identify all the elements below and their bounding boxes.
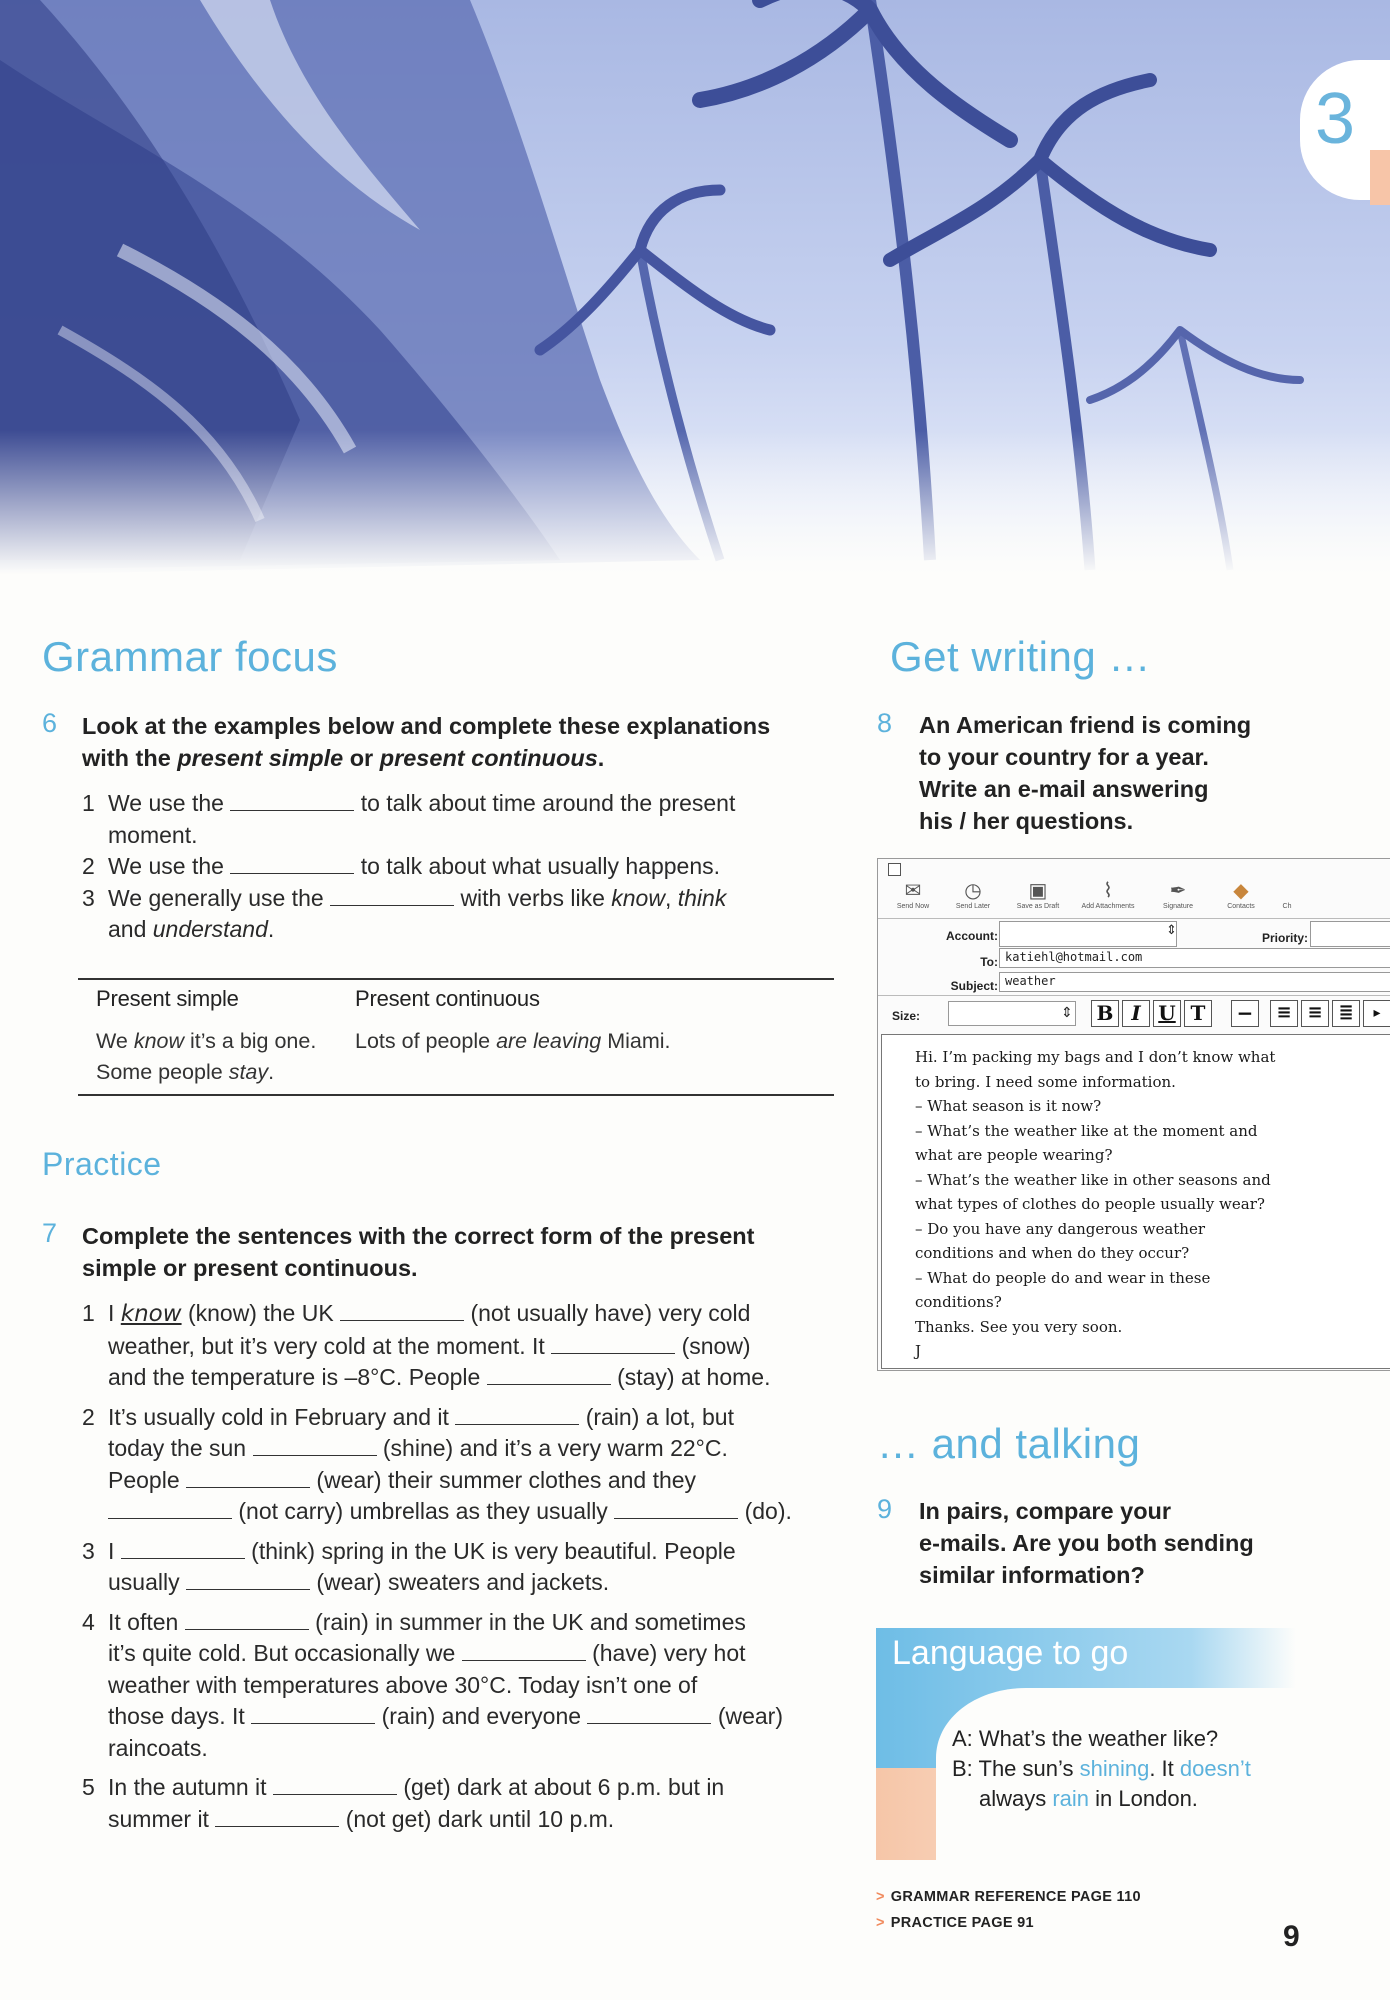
exercise-7-number: 7 xyxy=(42,1218,58,1248)
handwritten-answer: know xyxy=(120,1301,182,1327)
unit-tab-accent xyxy=(1370,150,1390,205)
list-item: 2 It’s usually cold in February and it (rain) a lot, but today the sun (shine) and it’s a very warm 22°C. People (wear) their summer clothes and they (not carry) umbrellas as they usually (do). xyxy=(82,1403,792,1524)
select-arrows-icon: ⇕ xyxy=(1166,922,1177,937)
list-item: 3 We generally use the with verbs like know, think and understand. xyxy=(82,884,727,942)
subject-field[interactable]: weather xyxy=(999,972,1390,992)
exercise-6-items xyxy=(82,788,842,946)
unit-number: 3 xyxy=(1314,79,1356,159)
size-select[interactable] xyxy=(948,1001,1076,1026)
answer-blank[interactable] xyxy=(108,1499,232,1519)
palm-trees-photo xyxy=(0,0,1390,575)
list-item: 1 I know (know) the UK (not usually have) very cold weather, but it’s very cold at the moment. It (snow) and the temperature is –8°C. People (stay) at home. xyxy=(82,1300,771,1390)
answer-blank[interactable] xyxy=(215,1807,339,1827)
exercise-8-number: 8 xyxy=(877,708,893,738)
underline-button[interactable]: U xyxy=(1153,1000,1181,1027)
answer-blank[interactable] xyxy=(614,1499,738,1519)
grammar-focus-title: Grammar focus xyxy=(42,633,338,680)
minus-button[interactable]: − xyxy=(1231,1000,1259,1027)
answer-blank[interactable] xyxy=(340,1301,464,1321)
size-arrows-icon: ⇕ xyxy=(1061,1004,1073,1020)
to-field[interactable]: katiehl@hotmail.com xyxy=(999,948,1390,968)
save-draft-button[interactable]: ▣ Save as Draft xyxy=(1008,879,1068,910)
and-talking-title: … and talking xyxy=(877,1420,1141,1467)
exercise-6-number: 6 xyxy=(42,708,58,738)
language-to-go-box xyxy=(876,1628,1296,1860)
exercise-6-instruction: Look at the examples below and complete these explanations with the present simple or present continuous. xyxy=(82,713,771,771)
list-item: 1 We use the to talk about time around the present moment. xyxy=(82,790,736,848)
exercise-8-instruction: An American friend is coming to your country for a year. Write an e-mail answering his / her questions. xyxy=(919,712,1252,834)
paperclip-icon: ⌇ xyxy=(1103,880,1113,902)
priority-select[interactable] xyxy=(1310,921,1390,947)
present-continuous-column xyxy=(355,986,671,1057)
column-header: Present simple xyxy=(96,986,239,1011)
exercise-9-number: 9 xyxy=(877,1494,893,1524)
email-toolbar xyxy=(878,879,1390,919)
answer-blank[interactable] xyxy=(462,1641,586,1661)
check-names-button[interactable]: Ch xyxy=(1282,903,1292,910)
list-item: 5 In the autumn it (get) dark at about 6 p.m. but in summer it (not get) dark until 10 p.m. xyxy=(82,1774,725,1832)
answer-blank[interactable] xyxy=(186,1570,310,1590)
tense-examples-table xyxy=(78,978,834,1084)
answer-blank[interactable] xyxy=(330,886,454,906)
list-item: 4 It often (rain) in summer in the UK and sometimes it’s quite cold. But occasionally we (have) very hot weather with temperatures above 30°C. Today isn’t one of those days. It (rain) and everyone (wear) raincoats. xyxy=(82,1608,783,1761)
contacts-button[interactable]: ◆ Contacts xyxy=(1211,879,1271,910)
exercise-9-instruction: In pairs, compare your e-mails. Are you both sending similar information? xyxy=(919,1498,1254,1588)
answer-blank[interactable] xyxy=(455,1405,579,1425)
send-icon: ✉ xyxy=(904,880,922,902)
arrow-icon: > xyxy=(876,1889,885,1905)
exercise-7-items xyxy=(82,1298,852,1835)
present-simple-column xyxy=(96,986,316,1088)
email-window xyxy=(877,858,1390,1371)
add-attachments-button[interactable]: ⌇ Add Attachments xyxy=(1078,879,1138,910)
align-center-icon[interactable]: ≡ xyxy=(1301,1000,1329,1027)
answer-blank[interactable] xyxy=(121,1539,245,1559)
send-now-button[interactable]: ✉ Send Now xyxy=(883,879,943,910)
dialogue-line-a: A: What’s the weather like? xyxy=(952,1726,1219,1751)
email-body[interactable]: Hi. I’m packing my bags and I don’t know what to bring. I need some information. – What season is it now? – What’s the weather like at the moment and what are people wearing? – What’s the weather like in other seasons and what types of clothes do people usually wear? – Do you have any dangerous weather conditions and when do they occur? – What do people do and wear in these conditions? Thanks. See you very soon. J xyxy=(881,1034,1390,1369)
page-number: 9 xyxy=(1283,1920,1300,1953)
subject-label: Subject: xyxy=(950,979,998,993)
exercise-7-instruction: Complete the sentences with the correct form of the present simple or present continuous. xyxy=(82,1223,755,1281)
align-left-icon[interactable]: ≡ xyxy=(1270,1000,1298,1027)
answer-blank[interactable] xyxy=(273,1775,397,1795)
send-later-button[interactable]: ◷ Send Later xyxy=(943,879,1003,910)
get-writing-title: Get writing … xyxy=(890,633,1151,680)
arrow-icon: > xyxy=(876,1915,885,1931)
bold-button[interactable]: B xyxy=(1091,1000,1119,1027)
indent-icon[interactable]: ▸ xyxy=(1363,1000,1390,1027)
example-sentence: Lots of people are leaving Miami. xyxy=(355,1029,671,1053)
align-right-icon[interactable]: ≣ xyxy=(1332,1000,1360,1027)
example-sentence: We know it’s a big one. xyxy=(96,1029,317,1053)
account-label: Account: xyxy=(946,929,998,943)
to-label: To: xyxy=(980,955,998,969)
practice-page-link[interactable]: > PRACTICE PAGE 91 xyxy=(876,1915,1034,1931)
answer-blank[interactable] xyxy=(230,791,354,811)
disk-icon: ▣ xyxy=(1028,880,1048,902)
answer-blank[interactable] xyxy=(551,1334,675,1354)
priority-label: Priority: xyxy=(1261,931,1308,945)
column-header: Present continuous xyxy=(355,986,540,1011)
answer-blank[interactable] xyxy=(487,1365,611,1385)
teletype-button[interactable]: T xyxy=(1184,1000,1212,1027)
language-to-go-title: Language to go xyxy=(892,1634,1129,1672)
window-checkbox[interactable] xyxy=(888,863,901,876)
answer-blank[interactable] xyxy=(186,1468,310,1488)
signature-button[interactable]: ✒ Signature xyxy=(1148,879,1208,910)
contacts-icon: ◆ xyxy=(1233,880,1249,902)
pen-icon: ✒ xyxy=(1169,880,1187,902)
size-label: Size: xyxy=(892,1009,921,1023)
dialogue-line-b-cont: always rain in London. xyxy=(979,1786,1198,1811)
answer-blank[interactable] xyxy=(253,1436,377,1456)
list-item: 2 We use the to talk about what usually happens. xyxy=(82,853,720,879)
example-sentence: Some people stay. xyxy=(96,1060,275,1084)
dialogue-line-b: B: The sun’s shining. It doesn’t xyxy=(952,1756,1251,1781)
practice-title: Practice xyxy=(42,1146,162,1182)
answer-blank[interactable] xyxy=(587,1704,711,1724)
account-select[interactable] xyxy=(999,921,1177,947)
answer-blank[interactable] xyxy=(251,1704,375,1724)
answer-blank[interactable] xyxy=(185,1610,309,1630)
list-item: 3 I (think) spring in the UK is very beautiful. People usually (wear) sweaters and jackets. xyxy=(82,1537,736,1595)
italic-button[interactable]: I xyxy=(1122,1000,1150,1027)
grammar-reference-link[interactable]: > GRAMMAR REFERENCE PAGE 110 xyxy=(876,1889,1141,1905)
answer-blank[interactable] xyxy=(230,854,354,874)
clock-icon: ◷ xyxy=(964,880,982,902)
